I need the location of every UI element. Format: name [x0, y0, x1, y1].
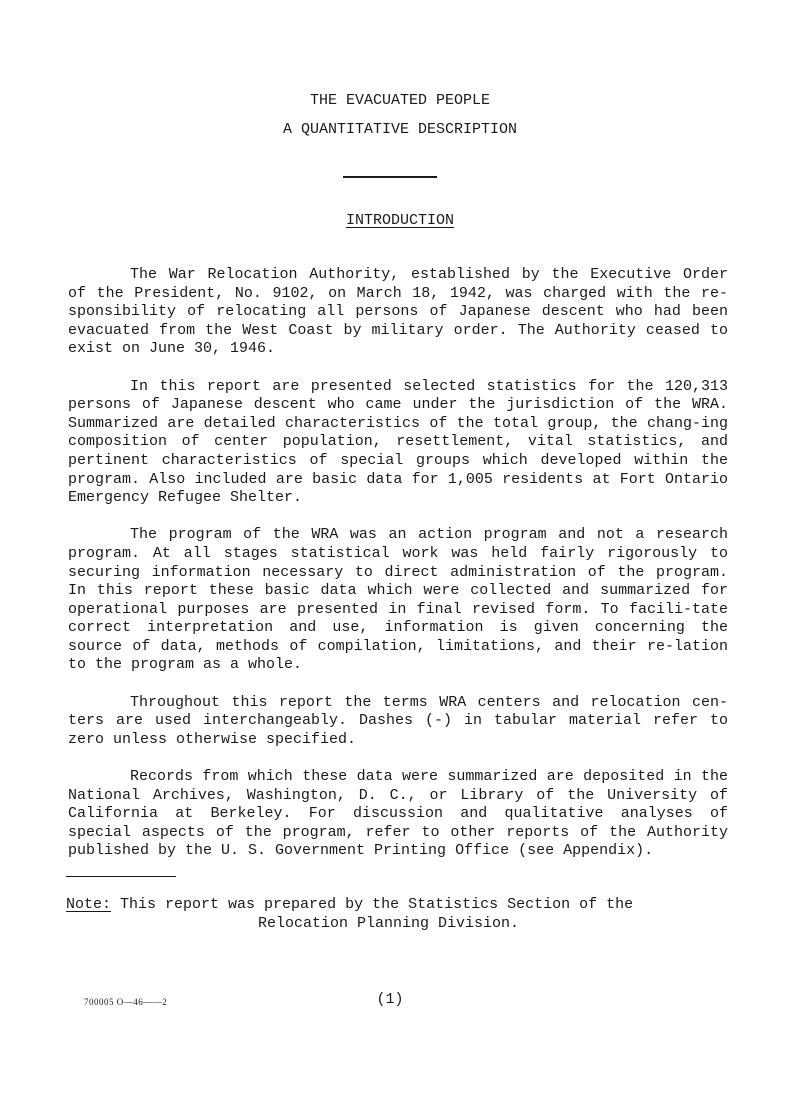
- section-heading: [0, 212, 800, 229]
- paragraph-3: The program of the WRA was an action program and not a research program. At all stages statistical work was held fairly rigorously to securing information necessary to direct administration of the program. In this report these basic data which were collected and summarized for operational purposes are presented in final revised form. To facili-tate correct interpretation and use, information is given concerning the source of data, methods of compilation, limitations, and their re-lation to the program as a whole.: [68, 526, 728, 674]
- footnote-line-1: This report was prepared by the Statistics Section of the: [120, 896, 634, 913]
- footnote-line-2: Relocation Planning Division.: [258, 914, 520, 932]
- paragraph-2: In this report are presented selected statistics for the 120,313 persons of Japanese descent who came under the jurisdiction of the WRA. Summarized are detailed characteristics of the total group, the chang-ing composition of center population, resettlement, vital statistics, and pertinent characteristics of special groups which developed within the program. Also included are basic data for 1,005 residents at Fort Ontario Emergency Refugee Shelter.: [68, 377, 728, 507]
- paragraph-1: The War Relocation Authority, established by the Executive Order of the President, No. 9102, on March 18, 1942, was charged with the re-sponsibility of relocating all persons of Japanese descent who had been evacuated from the West Coast by military order. The Authority ceased to exist on June 30, 1946.: [68, 266, 728, 358]
- body-text: [68, 266, 728, 880]
- paragraph-4: Throughout this report the terms WRA centers and relocation cen-ters are used interchangeably. Dashes (-) in tabular material refer to zero unless otherwise specified.: [68, 693, 728, 748]
- footnote: [66, 896, 746, 933]
- document-subtitle: A QUANTITATIVE DESCRIPTION: [282, 121, 518, 138]
- page-number: (1): [376, 991, 404, 1008]
- section-heading-text: INTRODUCTION: [345, 212, 455, 229]
- footnote-label: Note:: [66, 896, 112, 913]
- title-divider: [343, 176, 437, 178]
- footnote-divider: [66, 876, 176, 877]
- paragraph-5: Records from which these data were summarized are deposited in the National Archives, Washington, D. C., or Library of the University of California at Berkeley. For discussion and qualitative analyses of special aspects of the program, refer to other reports of the Authority published by the U. S. Government Printing Office (see Appendix).: [68, 768, 728, 860]
- document-title: THE EVACUATED PEOPLE: [309, 92, 491, 109]
- print-code: 700005 O—46——2: [84, 997, 168, 1007]
